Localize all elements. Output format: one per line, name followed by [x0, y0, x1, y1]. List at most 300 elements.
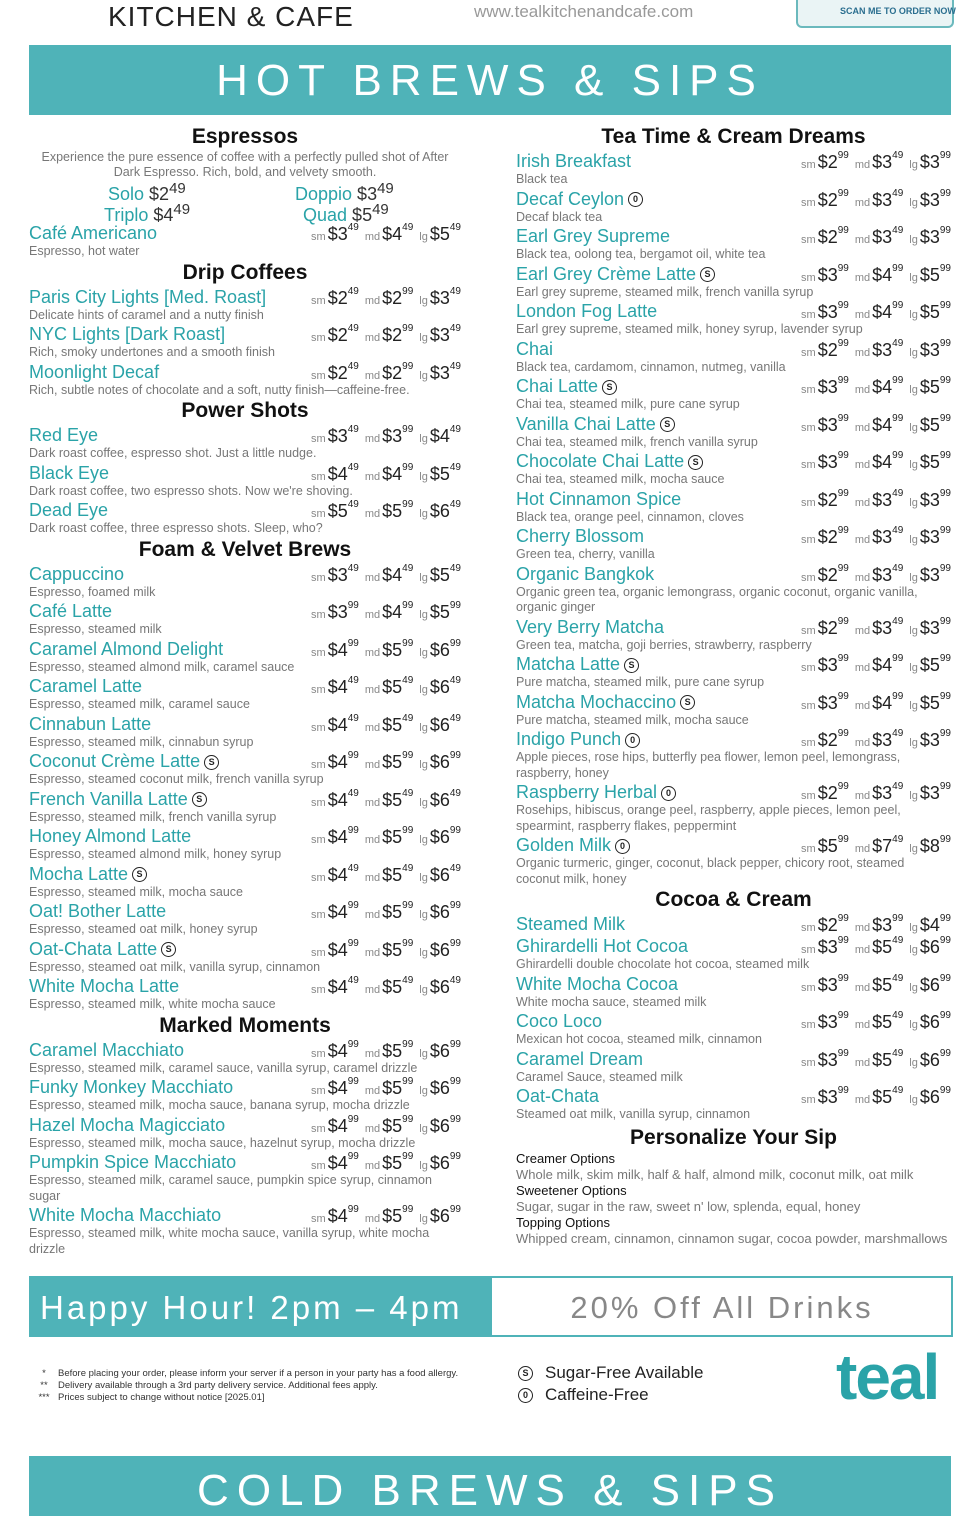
- size-label: sm: [311, 909, 326, 921]
- sugar-free-icon: S: [161, 942, 176, 957]
- price-dollars: 3: [929, 527, 940, 547]
- size-label: lg: [909, 271, 918, 284]
- price-dollars: 3: [882, 189, 893, 210]
- item-description: Espresso, steamed almond milk, honey syrup: [29, 847, 282, 861]
- menu-item[interactable]: [29, 1076, 461, 1114]
- price-dollars: 6: [439, 1040, 450, 1061]
- footnote: [30, 1368, 458, 1380]
- menu-item[interactable]: [29, 938, 461, 976]
- item-description: Rosehips, hibiscus, orange peel, raspberry, apple pieces, lemon peel, spearmint, raspberry flakes, peppermint: [516, 803, 901, 833]
- caffeine-free-icon: 0: [615, 839, 630, 854]
- price-cents: 49: [347, 975, 359, 986]
- menu-item[interactable]: [516, 450, 951, 488]
- menu-item[interactable]: [516, 1048, 951, 1086]
- caffeine-free-icon: 0: [625, 733, 640, 748]
- happy-hour-bar: [29, 1276, 953, 1337]
- menu-item[interactable]: [516, 781, 951, 834]
- menu-item[interactable]: [29, 1114, 461, 1152]
- price: $\$5^{99}$: [919, 300, 951, 322]
- item-name-text: London Fog Latte: [516, 301, 658, 321]
- price: $\$3^{99}$: [919, 337, 951, 360]
- menu-item[interactable]: [29, 424, 461, 462]
- menu-item[interactable]: [29, 750, 461, 788]
- price-cents: 99: [837, 653, 849, 664]
- price-cents: 99: [837, 1047, 849, 1059]
- menu-item[interactable]: [29, 563, 461, 601]
- item-description: Caramel Sauce, steamed milk: [516, 1069, 683, 1084]
- option-label: Creamer Options: [516, 1150, 615, 1166]
- price-cents: 99: [837, 690, 849, 702]
- menu-item[interactable]: [516, 616, 951, 654]
- price-cents: 99: [837, 525, 849, 536]
- price: $\$3^{99}$: [817, 450, 849, 472]
- price: $\$5^{49}$: [382, 862, 414, 885]
- menu-item[interactable]: [516, 1085, 951, 1123]
- price-dollars: 4: [882, 692, 893, 713]
- price-dollars: 2: [392, 287, 403, 308]
- price-dollars: 3: [882, 489, 893, 510]
- item-prices: [305, 1038, 461, 1062]
- price-cents: 49: [347, 222, 359, 233]
- size-label: sm: [311, 834, 326, 846]
- price-dollars: 3: [827, 692, 838, 713]
- item-prices: [305, 461, 461, 485]
- price: $\$6^{99}$: [919, 1010, 951, 1032]
- size-label: sm: [311, 332, 326, 344]
- menu-item[interactable]: [29, 600, 461, 638]
- size-label: sm: [311, 433, 326, 445]
- menu-item[interactable]: [516, 525, 951, 563]
- size-label: sm: [311, 470, 326, 483]
- item-description: Organic turmeric, ginger, coconut, black pepper, chicory root, steamed coconut milk, honey: [516, 856, 905, 886]
- menu-item[interactable]: [516, 913, 951, 935]
- price: $\$3^{49}$: [429, 323, 461, 345]
- price-cents: 49: [347, 323, 359, 334]
- price: $\$5^{49}$: [872, 1085, 904, 1107]
- menu-item[interactable]: [516, 653, 951, 691]
- price-cents: 49: [892, 150, 904, 161]
- item-prices: [795, 972, 951, 996]
- menu-item[interactable]: [29, 286, 461, 324]
- price-dollars: 5: [439, 463, 450, 484]
- price-dollars: 4: [392, 463, 403, 484]
- price: $\$4^{99}$: [919, 913, 951, 935]
- menu-item[interactable]: [29, 1204, 461, 1257]
- price-dollars: 6: [439, 677, 450, 697]
- item-name-text: Honey Almond Latte: [29, 826, 192, 846]
- price: $\$8^{99}$: [919, 834, 951, 856]
- price-cents: 49: [892, 781, 904, 792]
- menu-item[interactable]: [516, 691, 951, 729]
- price: $\$2^{99}$: [817, 615, 849, 638]
- item-prices: [795, 1047, 951, 1071]
- menu-item[interactable]: [29, 499, 461, 537]
- size-label: lg: [909, 922, 918, 934]
- size-label: lg: [419, 984, 428, 996]
- price-dollars: 2: [337, 287, 348, 308]
- section-title: Marked Moments: [159, 1013, 331, 1037]
- section-title-personalize: Personalize Your Sip: [630, 1125, 837, 1149]
- size-label: lg: [909, 571, 918, 584]
- price-dollars: 5: [392, 501, 403, 521]
- happy-hour-discount: 20% Off All Drinks: [570, 1290, 874, 1325]
- item-prices: [795, 1087, 951, 1108]
- price-dollars: 2: [827, 783, 838, 803]
- price-dollars: 3: [827, 377, 838, 397]
- size-label: sm: [801, 1019, 816, 1031]
- item-name-text: Matcha Latte: [516, 654, 621, 674]
- price: $\$2^{99}$: [817, 781, 849, 803]
- price-cents: 49: [449, 222, 461, 233]
- price-dollars: 4: [337, 1040, 348, 1061]
- price-dollars: 5: [337, 501, 348, 521]
- price: $\$5^{99}$: [382, 825, 414, 847]
- size-label: lg: [909, 234, 918, 246]
- size-label: lg: [909, 459, 918, 471]
- menu-item[interactable]: [516, 935, 951, 973]
- item-description: Espresso, steamed oat milk, vanilla syrup, cinnamon: [29, 959, 321, 974]
- item-description: Green tea, cherry, vanilla: [516, 547, 655, 561]
- caffeine-free-icon: 0: [518, 1388, 533, 1403]
- price-dollars: 2: [827, 189, 838, 210]
- item-name-text: Black Eye: [29, 462, 110, 483]
- size-label: sm: [311, 721, 326, 734]
- price-dollars: 6: [929, 1012, 940, 1032]
- price: $\$5^{99}$: [919, 690, 951, 713]
- price-cents: 49: [402, 862, 414, 874]
- menu-item[interactable]: [29, 825, 461, 863]
- price-cents: 49: [892, 525, 904, 536]
- menu-item[interactable]: [516, 413, 951, 451]
- size-label: md: [364, 871, 381, 884]
- price-cents: 49: [449, 787, 461, 799]
- price-cents: 99: [837, 1085, 849, 1096]
- price-cents: 99: [892, 690, 904, 702]
- item-prices: [795, 836, 951, 857]
- menu-item[interactable]: [516, 375, 951, 413]
- size-label: lg: [909, 1094, 918, 1106]
- price: $\$2^{99}$: [817, 487, 849, 510]
- price: $\$4^{99}$: [872, 262, 904, 285]
- menu-item[interactable]: [29, 788, 461, 826]
- sugar-free-icon: S: [518, 1366, 533, 1381]
- item-description: Espresso, foamed milk: [29, 584, 156, 599]
- price: $\$3^{49}$: [872, 187, 904, 210]
- price-cents: 49: [347, 787, 359, 799]
- price: $\$2^{99}$: [817, 150, 849, 172]
- size-label: sm: [801, 459, 816, 471]
- price: $\$3^{49}$: [872, 525, 904, 547]
- menu-item[interactable]: [516, 728, 951, 781]
- price: $\$4^{49}$: [327, 787, 359, 810]
- price: $\$3^{49}$: [872, 337, 904, 360]
- item-name-text: Cappuccino: [29, 563, 125, 584]
- price-dollars: 3: [929, 783, 940, 803]
- size-label: md: [854, 234, 871, 246]
- size-label: md: [854, 737, 871, 749]
- price: $\$2^{99}$: [817, 187, 849, 210]
- item-description: Black tea, oolong tea, bergamot oil, white tea: [516, 247, 766, 261]
- price-cents: 49: [347, 424, 359, 435]
- item-prices: [305, 1078, 461, 1099]
- menu-item[interactable]: [516, 973, 951, 1011]
- price-dollars: 4: [882, 655, 893, 675]
- price: $\$2^{99}$: [817, 728, 849, 750]
- size-label: sm: [801, 699, 816, 712]
- item-name-text: Steamed Milk: [516, 914, 626, 934]
- price: $\$4^{49}$: [327, 862, 359, 885]
- menu-item[interactable]: [29, 638, 461, 676]
- price-cents: 49: [892, 615, 904, 627]
- item-prices: [305, 712, 461, 736]
- price: $\$3^{99}$: [817, 262, 849, 285]
- menu-item[interactable]: [29, 462, 461, 500]
- size-label: lg: [419, 433, 428, 445]
- item-name-text: Chocolate Chai Latte: [516, 451, 685, 471]
- price-dollars: 5: [392, 1078, 403, 1098]
- price-dollars: 6: [439, 789, 450, 810]
- price-cents: 99: [939, 615, 951, 627]
- item-description: White mocha sauce, steamed milk: [516, 994, 707, 1009]
- price-dollars: 2: [827, 527, 838, 547]
- item-description: Espresso, steamed milk, mocha sauce: [29, 884, 243, 899]
- menu-item[interactable]: [29, 1151, 461, 1204]
- price: $\$3^{99}$: [919, 728, 951, 750]
- price: $\$3^{99}$: [817, 1010, 849, 1032]
- size-label: lg: [419, 470, 428, 483]
- website-url[interactable]: www.tealkitchenandcafe.com: [474, 2, 694, 21]
- menu-item[interactable]: [516, 834, 951, 887]
- menu-item[interactable]: [516, 188, 951, 226]
- price: $\$3^{99}$: [817, 412, 849, 435]
- item-prices: [795, 302, 951, 323]
- price-cents: 99: [939, 262, 951, 274]
- size-label: sm: [311, 1160, 326, 1172]
- price-dollars: 2: [827, 152, 838, 172]
- size-label: sm: [311, 294, 326, 307]
- price: $\$3^{49}$: [872, 728, 904, 750]
- price: $\$5^{99}$: [919, 653, 951, 675]
- price-cents: 99: [939, 150, 951, 161]
- price: $\$2^{49}$: [327, 360, 359, 383]
- item-prices: [305, 752, 461, 773]
- price-dollars: 6: [439, 639, 450, 660]
- size-label: md: [364, 759, 381, 771]
- item-prices: [795, 915, 951, 936]
- menu-item[interactable]: [516, 338, 951, 376]
- menu-item[interactable]: [516, 563, 951, 616]
- price: $\$5^{99}$: [382, 1151, 414, 1173]
- price-dollars: 3: [929, 152, 940, 172]
- sugar-free-icon: S: [602, 380, 617, 395]
- footnotes: [30, 1368, 458, 1404]
- menu-item[interactable]: [29, 323, 461, 361]
- price: $\$2^{49}$: [327, 285, 359, 308]
- price: $\$5^{99}$: [382, 937, 414, 960]
- price-dollars: 5: [392, 752, 403, 772]
- price-dollars: 3: [337, 602, 348, 622]
- menu-item[interactable]: [516, 150, 951, 188]
- price-dollars: 6: [439, 939, 450, 960]
- section-title-espressos: Espressos: [191, 125, 299, 148]
- price-cents: 99: [402, 637, 414, 649]
- size-label: md: [854, 1094, 871, 1106]
- cold-brews-banner: COLD BREWS & SIPS: [29, 1456, 951, 1516]
- item-prices: [795, 1012, 951, 1033]
- price-dollars: 3: [439, 362, 450, 383]
- item-name-text: Oat-Chata Latte: [29, 938, 158, 959]
- price-cents: 99: [837, 487, 849, 499]
- price: $\$6^{99}$: [429, 1113, 461, 1136]
- price: $\$4^{99}$: [872, 690, 904, 713]
- item-description: Espresso, steamed milk: [29, 622, 162, 636]
- size-label: md: [854, 981, 871, 994]
- price: $\$2^{99}$: [817, 225, 849, 247]
- price: $\$5^{99}$: [382, 637, 414, 660]
- price-cents: 99: [449, 1076, 461, 1087]
- item-description: Apple pieces, rose hips, butterfly pea flower, lemon peel, lemongrass, raspberry, honey: [516, 750, 901, 780]
- price-cents: 99: [449, 1204, 461, 1215]
- size-label: md: [364, 1085, 381, 1097]
- size-label: md: [854, 571, 871, 584]
- size-label: md: [854, 922, 871, 934]
- price: $\$4^{99}$: [382, 600, 414, 622]
- price-dollars: 5: [392, 1040, 403, 1061]
- price-dollars: 4: [337, 977, 348, 997]
- menu-item[interactable]: [29, 222, 461, 260]
- price-cents: 99: [837, 781, 849, 792]
- size-label: lg: [909, 1056, 918, 1069]
- price-dollars: 4: [337, 677, 348, 697]
- teal-logo: teal: [836, 1341, 939, 1413]
- item-name-text: Chai Latte: [516, 376, 599, 396]
- item-name-text: Hot Cinnamon Spice: [516, 488, 682, 509]
- price-cents: 99: [892, 300, 904, 311]
- price: $\$6^{49}$: [429, 975, 461, 997]
- price-cents: 99: [402, 360, 414, 372]
- price: $\$3^{99}$: [919, 487, 951, 510]
- price-cents: 99: [402, 825, 414, 836]
- size-label: md: [854, 1019, 871, 1031]
- price-cents: 49: [892, 972, 904, 984]
- price: $\$5^{49}$: [872, 1047, 904, 1070]
- espresso-row-1: [29, 180, 461, 204]
- price-cents: 99: [939, 450, 951, 461]
- item-description: Espresso, steamed milk, cinnabun syrup: [29, 734, 254, 749]
- size-label: lg: [419, 609, 428, 621]
- item-description: Dark roast coffee, three espresso shots. Sleep, who?: [29, 521, 323, 535]
- price: $\$3^{99}$: [817, 1085, 849, 1107]
- size-label: lg: [419, 759, 428, 771]
- price: $\$2^{99}$: [382, 360, 414, 383]
- price: $\$5^{99}$: [382, 1076, 414, 1098]
- right-sections: [516, 124, 951, 1123]
- price-cents: 99: [892, 412, 904, 424]
- price-cents: 99: [892, 653, 904, 664]
- item-name-text: Earl Grey Crème Latte: [516, 263, 697, 284]
- price-cents: 99: [402, 937, 414, 949]
- price-cents: 49: [892, 728, 904, 739]
- price: $\$5^{99}$: [382, 499, 414, 521]
- menu-item[interactable]: [516, 488, 951, 526]
- price: $\$3^{99}$: [382, 424, 414, 446]
- price-cents: 99: [837, 562, 849, 574]
- price-dollars: 6: [439, 1153, 450, 1173]
- price: $\$6^{49}$: [429, 712, 461, 735]
- menu-item[interactable]: [29, 713, 461, 751]
- price-cents: 99: [347, 750, 359, 761]
- price-cents: 99: [837, 1010, 849, 1021]
- price-dollars: 6: [439, 977, 450, 997]
- price-cents: 49: [402, 787, 414, 799]
- item-description: Espresso, steamed milk, white mocha sauce, vanilla syrup, white mocha drizzle: [29, 1226, 430, 1256]
- item-name-text: Caramel Dream: [516, 1048, 644, 1069]
- menu-item[interactable]: [29, 975, 461, 1013]
- price-cents: 99: [939, 337, 951, 349]
- menu-item[interactable]: [516, 263, 951, 301]
- size-label: lg: [419, 684, 428, 696]
- item-prices: [305, 285, 461, 309]
- size-label: md: [854, 421, 871, 434]
- size-label: lg: [909, 981, 918, 994]
- price: $\$3^{99}$: [817, 972, 849, 995]
- price-dollars: 5: [392, 1115, 403, 1136]
- price-dollars: 3: [929, 617, 940, 638]
- sugar-free-icon: S: [688, 455, 703, 470]
- menu-item[interactable]: [516, 225, 951, 263]
- price: $\$3^{49}$: [327, 562, 359, 585]
- price-dollars: 3: [827, 264, 838, 285]
- price-dollars: 3: [929, 189, 940, 210]
- menu-item[interactable]: [29, 361, 461, 399]
- menu-item[interactable]: [29, 675, 461, 713]
- price-dollars: 3: [827, 974, 838, 995]
- size-label: lg: [909, 309, 918, 321]
- price-dollars: 4: [882, 414, 893, 435]
- price: $\$5^{99}$: [919, 450, 951, 472]
- price-dollars: 5: [392, 789, 403, 810]
- price-cents: 99: [347, 1038, 359, 1050]
- price-cents: 99: [347, 1204, 359, 1215]
- price: $\$3^{99}$: [817, 653, 849, 675]
- footnote-text: Prices subject to change without notice [2025.01]: [58, 1392, 265, 1403]
- price: $\$5^{99}$: [382, 1204, 414, 1226]
- menu-item[interactable]: [29, 1039, 461, 1077]
- price-dollars: 3: [929, 339, 940, 360]
- price: $\$5^{99}$: [919, 375, 951, 397]
- personalize-options: [516, 1151, 951, 1247]
- price-cents: 49: [449, 323, 461, 334]
- price-cents: 49: [449, 499, 461, 510]
- item-prices: [305, 501, 461, 522]
- size-label: lg: [419, 1160, 428, 1172]
- price-cents: 99: [939, 690, 951, 702]
- size-label: lg: [909, 790, 918, 802]
- price: $\$3^{99}$: [919, 615, 951, 638]
- price: $\$3^{49}$: [872, 781, 904, 803]
- menu-item[interactable]: [29, 863, 461, 901]
- size-label: md: [364, 508, 381, 520]
- price-dollars: 4: [929, 915, 940, 935]
- menu-item[interactable]: [516, 300, 951, 338]
- size-label: sm: [311, 508, 326, 520]
- price-cents: 49: [892, 337, 904, 349]
- menu-item[interactable]: [29, 900, 461, 938]
- menu-item[interactable]: [516, 1010, 951, 1048]
- price-cents: 99: [939, 1085, 951, 1096]
- price: $\$4^{49}$: [327, 712, 359, 735]
- item-description: Earl grey supreme, steamed milk, french vanilla syrup: [516, 284, 814, 299]
